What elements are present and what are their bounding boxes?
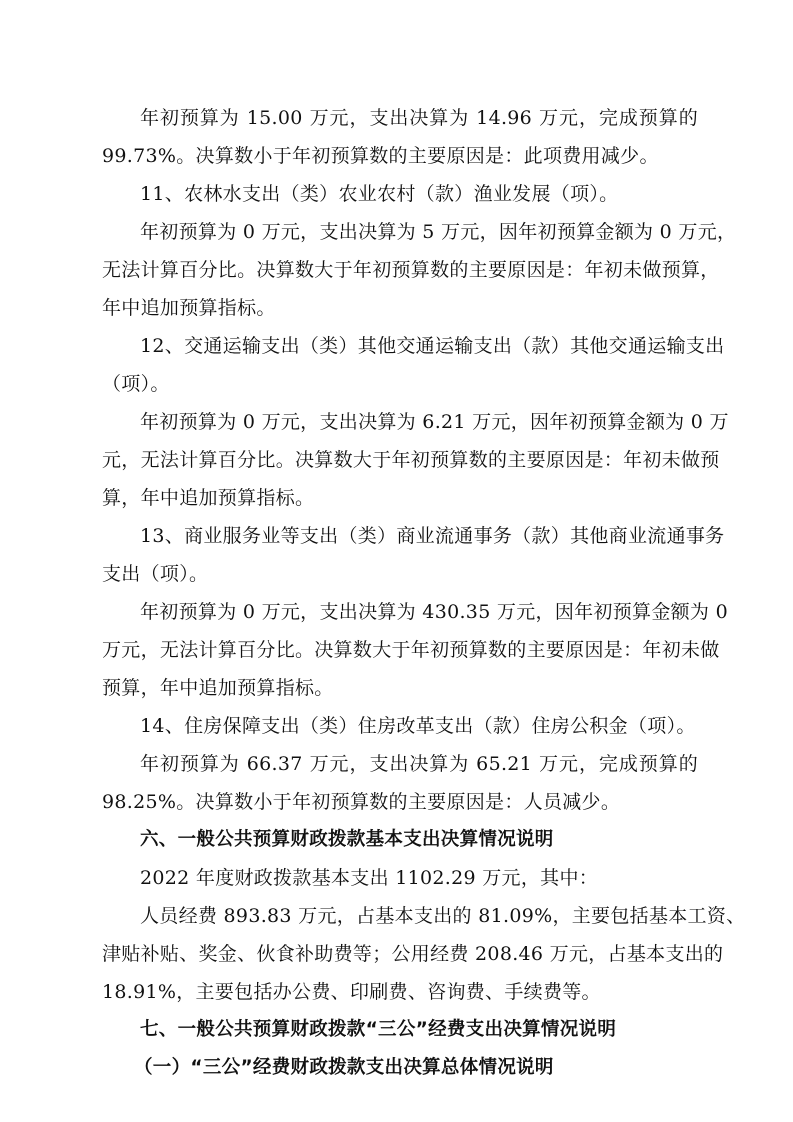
paragraph-line: 人员经费 893.83 万元，占基本支出的 81.09%，主要包括基本工资、 bbox=[140, 905, 746, 927]
item-heading: 14、住房保障支出（类）住房改革支出（款）住房公积金（项）。 bbox=[140, 715, 696, 737]
paragraph-line: 预算，年中追加预算指标。 bbox=[102, 677, 334, 699]
paragraph-line: 年中追加预算指标。 bbox=[102, 297, 276, 319]
paragraph-line: 99.73%。决算数小于年初预算数的主要原因是：此项费用减少。 bbox=[102, 145, 659, 167]
item-heading: 支出（项）。 bbox=[102, 563, 209, 585]
subsection-heading: （一）“三公”经费财政拨款支出决算总体情况说明 bbox=[134, 1057, 554, 1078]
paragraph-line: 年初预算为 15.00 万元，支出决算为 14.96 万元，完成预算的 bbox=[140, 107, 698, 129]
item-heading: 11、农林水支出（类）农业农村（款）渔业发展（项）。 bbox=[140, 183, 619, 205]
section-heading: 六、一般公共预算财政拨款基本支出决算情况说明 bbox=[140, 829, 554, 850]
item-heading: 13、商业服务业等支出（类）商业流通事务（款）其他商业流通事务 bbox=[140, 525, 725, 547]
paragraph-line: 年初预算为 0 万元，支出决算为 6.21 万元，因年初预算金额为 0 万 bbox=[140, 411, 729, 433]
paragraph-line: 2022 年度财政拨款基本支出 1102.29 万元，其中： bbox=[140, 867, 599, 889]
paragraph-line: 元，无法计算百分比。决算数大于年初预算数的主要原因是：年初未做预 bbox=[102, 449, 720, 471]
paragraph-line: 算，年中追加预算指标。 bbox=[102, 487, 315, 509]
paragraph-line: 18.91%，主要包括办公费、印刷费、咨询费、手续费等。 bbox=[102, 981, 601, 1003]
paragraph-line: 年初预算为 66.37 万元，支出决算为 65.21 万元，完成预算的 bbox=[140, 753, 698, 775]
paragraph-line: 年初预算为 0 万元，支出决算为 5 万元，因年初预算金额为 0 万元， bbox=[140, 221, 737, 243]
paragraph-line: 年初预算为 0 万元，支出决算为 430.35 万元，因年初预算金额为 0 bbox=[140, 601, 728, 623]
item-heading: 12、交通运输支出（类）其他交通运输支出（款）其他交通运输支出 bbox=[140, 335, 725, 357]
paragraph-line: 无法计算百分比。决算数大于年初预算数的主要原因是：年初未做预算， bbox=[102, 259, 720, 281]
paragraph-line: 津贴补贴、奖金、伙食补助费等；公用经费 208.46 万元，占基本支出的 bbox=[102, 943, 724, 965]
item-heading: （项）。 bbox=[102, 373, 170, 395]
section-heading: 七、一般公共预算财政拨款“三公”经费支出决算情况说明 bbox=[140, 1019, 617, 1040]
paragraph-line: 98.25%。决算数小于年初预算数的主要原因是：人员减少。 bbox=[102, 791, 621, 813]
paragraph-line: 万元，无法计算百分比。决算数大于年初预算数的主要原因是：年初未做 bbox=[102, 639, 720, 661]
